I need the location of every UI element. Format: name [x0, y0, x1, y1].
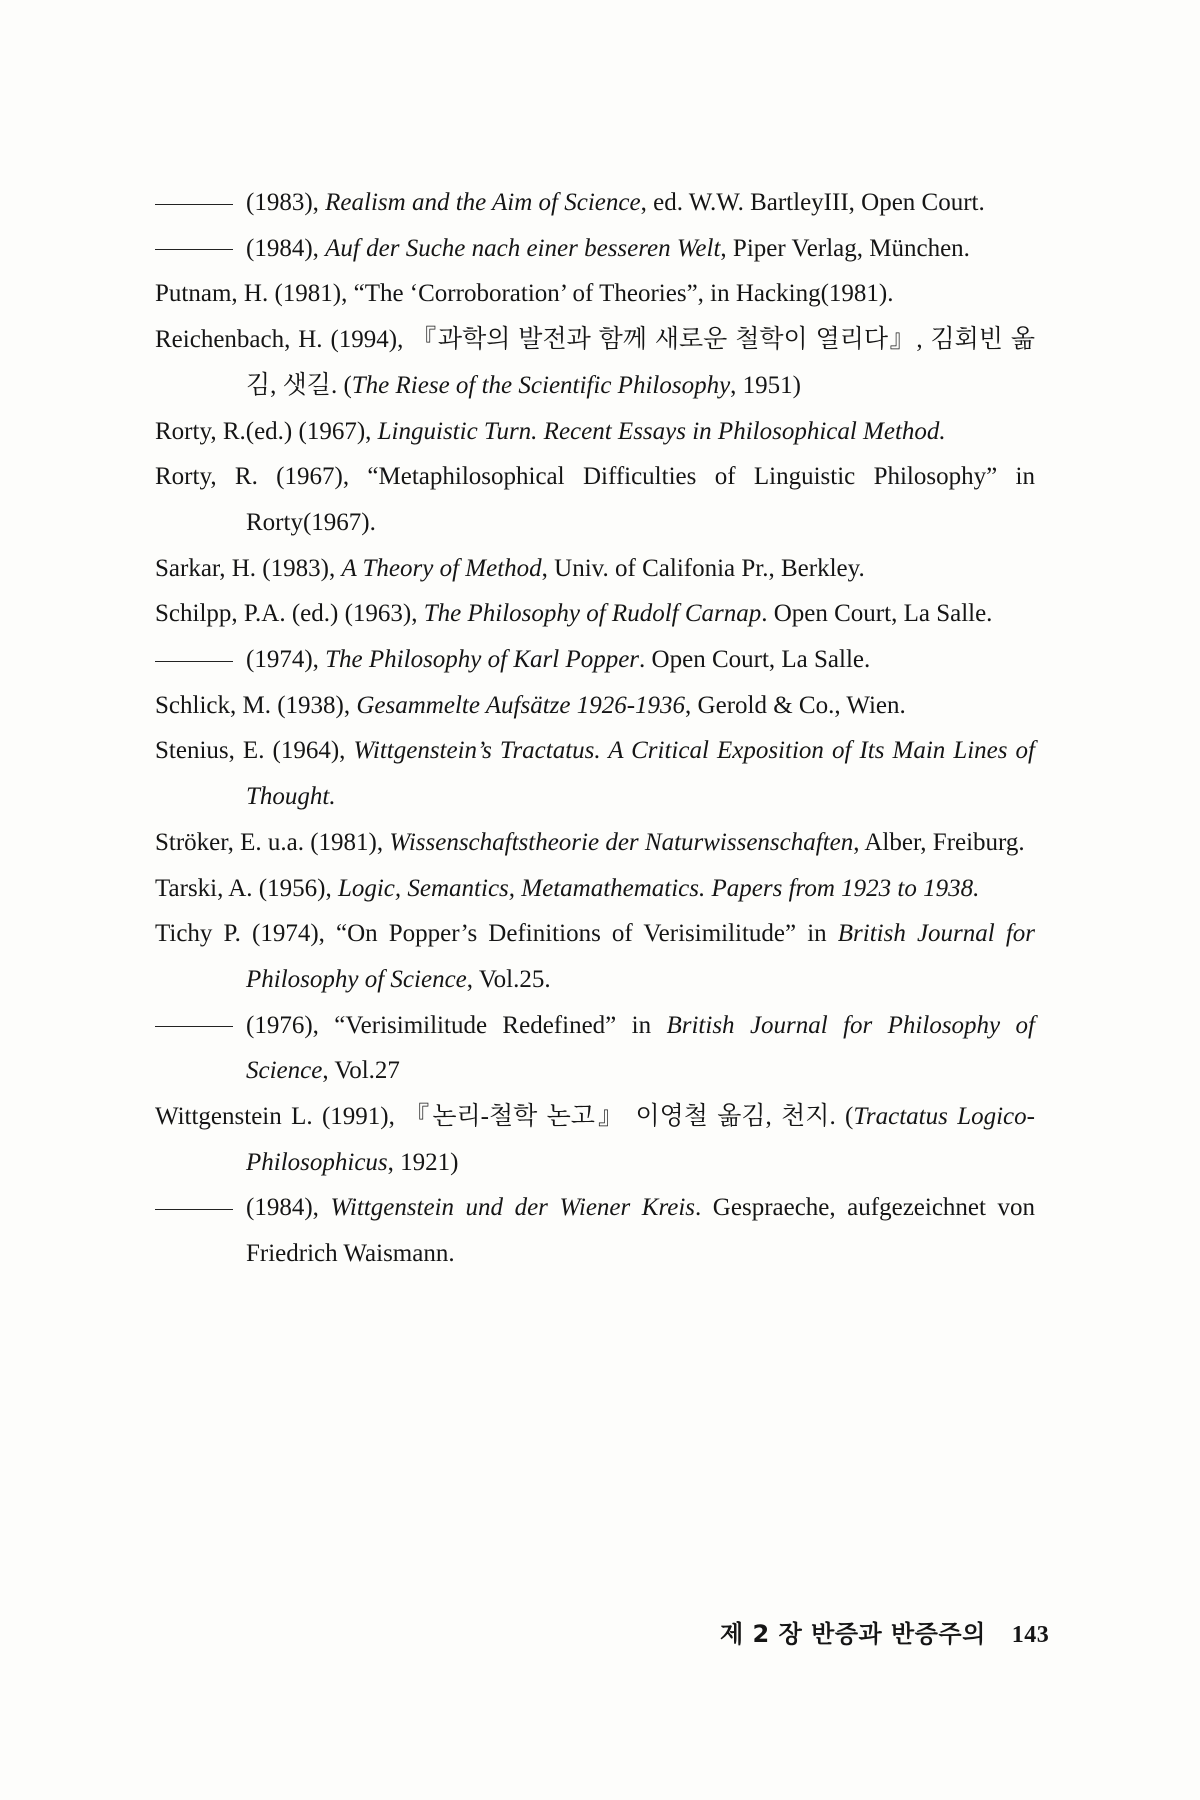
reference-text: . Open Court, La Salle. — [639, 646, 871, 674]
reference-text: (1974), — [246, 646, 326, 674]
reference-text: Ströker, E. u.a. (1981), — [155, 828, 390, 856]
reference-title: The Philosophy of Rudolf Carnap — [423, 600, 762, 628]
reference-text: . Gespraeche, aufgezeichnet von Friedrich Waismann. — [246, 1194, 1035, 1268]
reference-text: Putnam, H. (1981), “The ‘Corroboration’ of Theories”, in Hacking(1981). — [155, 280, 894, 308]
reference-text: , Gerold & Co., Wien. — [685, 691, 906, 719]
reference-text: . Open Court, La Salle. — [761, 600, 993, 628]
reference-title: The Riese of the Scientific Philosophy — [351, 371, 731, 399]
reference-title: Gesammelte Aufsätze 1926-1936 — [356, 691, 686, 719]
reference-text: , Univ. of Califonia Pr., Berkley. — [541, 554, 865, 582]
reference-text: Wittgenstein L. (1991), 『논리-철학 논고』 이영철 옮김, 천지. ( — [155, 1103, 854, 1131]
reference-entry — [155, 454, 1035, 545]
ditto-author-line — [155, 204, 233, 205]
reference-entry — [155, 1094, 1035, 1185]
reference-text: , Alber, Freiburg. — [853, 828, 1025, 856]
reference-title: British Journal for Philosophy of Science — [246, 1011, 1035, 1085]
reference-text: (1976), “Verisimilitude Redefined” in — [246, 1011, 667, 1039]
reference-text: (1984), — [246, 234, 326, 262]
reference-title: Linguistic Turn. Recent Essays in Philosophical Method. — [377, 417, 946, 445]
reference-list — [155, 180, 1035, 1277]
reference-entry — [155, 1185, 1035, 1276]
reference-text: , ed. W.W. BartleyIII, Open Court. — [640, 189, 985, 216]
reference-title: Auf der Suche nach einer besseren Welt — [325, 234, 721, 262]
reference-text: , 1951) — [730, 371, 801, 399]
reference-text: Tarski, A. (1956), — [155, 874, 338, 902]
reference-title: Tractatus Logico-Philosophicus — [246, 1103, 1035, 1176]
reference-title: Wittgenstein’s Tractatus. A Critical Exposition of Its Main Lines of Thought. — [246, 737, 1035, 811]
reference-text: Schilpp, P.A. (ed.) (1963), — [155, 600, 424, 628]
reference-entry — [155, 1003, 1035, 1094]
ditto-author-line — [155, 249, 233, 250]
reference-text: Reichenbach, H. (1994), 『과학의 발전과 함께 새로운 철학이 열리다』, 김회빈 옮김, 샛길. ( — [155, 326, 1035, 399]
reference-text: Rorty, R.(ed.) (1967), — [155, 417, 378, 445]
page-footer — [720, 1614, 1049, 1649]
reference-text: Tichy P. (1974), “On Popper’s Definitions of Verisimilitude” in — [155, 920, 838, 948]
reference-title: Wissenschaftstheorie der Naturwissenschaften — [389, 828, 854, 856]
reference-entry — [155, 820, 1035, 866]
page-number: 143 — [1011, 1622, 1050, 1648]
reference-entry — [155, 409, 1035, 455]
ditto-author-line — [155, 661, 233, 662]
reference-title: The Philosophy of Karl Popper — [325, 646, 640, 674]
reference-text: Sarkar, H. (1983), — [155, 554, 342, 582]
reference-text: (1983), — [246, 189, 326, 216]
reference-entry — [155, 546, 1035, 592]
ditto-author-line — [155, 1026, 233, 1027]
reference-entry — [155, 271, 1035, 317]
reference-entry — [155, 226, 1035, 272]
reference-text: , Piper Verlag, München. — [720, 234, 970, 262]
reference-entry — [155, 683, 1035, 729]
reference-entry — [155, 728, 1035, 819]
reference-entry — [155, 180, 1035, 226]
reference-text: , Vol.25. — [466, 965, 551, 993]
reference-text: (1984), — [246, 1194, 331, 1222]
reference-entry — [155, 911, 1035, 1002]
reference-text: Stenius, E. (1964), — [155, 737, 354, 765]
reference-text: , 1921) — [387, 1148, 459, 1176]
reference-text: Schlick, M. (1938), — [155, 691, 357, 719]
ditto-author-line — [155, 1209, 233, 1210]
reference-entry — [155, 591, 1035, 637]
reference-entry — [155, 866, 1035, 912]
reference-title: Logic, Semantics, Metamathematics. Papers from 1923 to 1938. — [337, 874, 980, 902]
reference-title: Realism and the Aim of Science — [325, 189, 641, 216]
reference-title: A Theory of Method — [341, 554, 542, 582]
reference-text: Rorty, R. (1967), “Metaphilosophical Difficulties of Linguistic Philosophy” in Rorty(1967). — [155, 463, 1035, 536]
running-title: 제 2 장 반증과 반증주의 — [720, 1620, 986, 1648]
reference-entry — [155, 317, 1035, 408]
reference-entry — [155, 637, 1035, 683]
reference-text: , Vol.27 — [322, 1057, 400, 1085]
reference-title: British Journal for Philosophy of Science — [246, 920, 1035, 993]
reference-title: Wittgenstein und der Wiener Kreis — [330, 1194, 696, 1222]
